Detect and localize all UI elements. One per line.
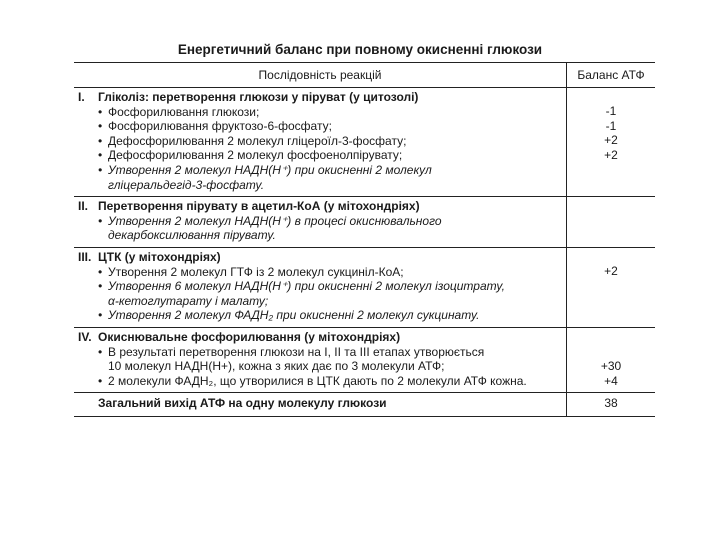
list-item: • Утворення 2 молекул НАДН(Н⁺) при окисненні 2 молекул bbox=[98, 162, 432, 177]
balance-value: +2 bbox=[604, 147, 618, 162]
total-row bbox=[74, 393, 655, 417]
balance-value: +2 bbox=[604, 263, 618, 278]
list-item: • В результаті перетворення глюкози на І, ІІ та ІІІ етапах утворюється bbox=[98, 344, 485, 359]
section-title: II. Перетворення пірувату в ацетил-КоА (у мітохондріях) bbox=[78, 199, 420, 214]
total-label: Загальний вихід АТФ на одну молекулу глюкози bbox=[74, 393, 567, 417]
section-glycolysis bbox=[74, 88, 655, 197]
section-pyruvate-conversion bbox=[74, 197, 655, 248]
list-item: • Фосфорилювання глюкози; bbox=[98, 104, 260, 119]
list-item: • Утворення 2 молекул НАДН(Н⁺) в процесі окиснювального bbox=[98, 213, 442, 228]
section-title: III. ЦТК (у мітохондріях) bbox=[78, 249, 221, 264]
list-item: • Утворення 2 молекул ГТФ із 2 молекул сукциніл-КоА; bbox=[98, 264, 404, 279]
section-tca-cycle bbox=[74, 247, 655, 327]
header-balance: Баланс АТФ bbox=[567, 63, 656, 88]
list-item-continuation: декарбоксилювання пірувату. bbox=[108, 228, 276, 243]
section-title: I. Гліколіз: перетворення глюкози у піруват (у цитозолі) bbox=[78, 90, 419, 104]
list-item-continuation: α-кетоглутарату і малату; bbox=[108, 293, 269, 308]
list-item: • Утворення 2 молекул ФАДН₂ при окисненні 2 молекул сукцинату. bbox=[98, 308, 480, 323]
balance-value: +2 bbox=[604, 133, 618, 148]
list-item: • Фосфорилювання фруктозо-6-фосфату; bbox=[98, 119, 332, 134]
list-item: • 2 молекули ФАДН₂, що утворилися в ЦТК дають по 2 молекули АТФ кожна. bbox=[98, 373, 527, 388]
balance-value: +4 bbox=[604, 373, 618, 388]
list-item-continuation: 10 молекул НАДН(Н+), кожна з яких дає по 3 молекули АТФ; bbox=[108, 359, 445, 374]
energy-balance-table bbox=[74, 62, 655, 417]
list-item: • Дефосфорилювання 2 молекул фосфоенолпірувату; bbox=[98, 148, 403, 163]
total-value: 38 bbox=[567, 393, 656, 417]
balance-value: +30 bbox=[600, 358, 622, 373]
balance-value: -1 bbox=[605, 118, 617, 133]
table-header bbox=[74, 63, 655, 88]
header-steps: Послідовність реакцій bbox=[74, 63, 567, 88]
section-title: IV. Окиснювальне фосфорилювання (у мітохондріях) bbox=[78, 329, 401, 344]
list-item-continuation: гліцеральдегід-3-фосфату. bbox=[108, 177, 265, 192]
list-item: • Дефосфорилювання 2 молекул гліцероїл-3-фосфату; bbox=[98, 133, 407, 148]
section-oxidative-phosphorylation bbox=[74, 327, 655, 392]
balance-value: -1 bbox=[605, 104, 617, 118]
page-title: Енергетичний баланс при повному окисненні глюкози bbox=[177, 42, 543, 57]
list-item: • Утворення 6 молекул НАДН(Н⁺) при окисненні 2 молекул ізоцитрату, bbox=[98, 279, 505, 294]
